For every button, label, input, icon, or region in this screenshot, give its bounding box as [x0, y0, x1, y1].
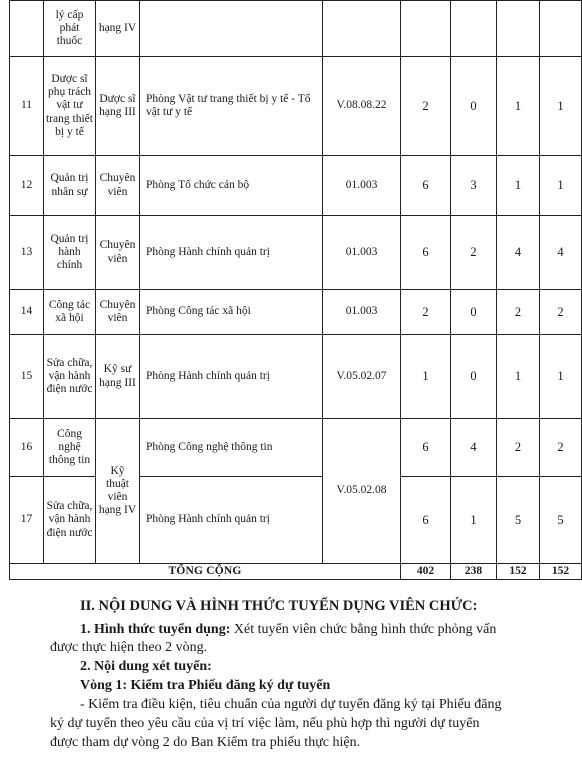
cell-position: Công nghệ thông tin [44, 419, 96, 477]
cell-position: Quản trị hành chính [44, 216, 96, 290]
table-row [10, 419, 582, 477]
cell-n3: 4 [497, 216, 540, 290]
cell-n1: 6 [401, 216, 451, 290]
cell-n3: 1 [497, 156, 540, 216]
cell-position: Sửa chữa, vận hành điện nước [44, 335, 96, 419]
cell-n1 [401, 1, 451, 57]
cell-n3: 2 [497, 419, 540, 477]
cell-code: 01.003 [323, 156, 401, 216]
cell-dept: Phòng Tổ chức cán bộ [140, 156, 323, 216]
cell-grade: Chuyên viên [96, 216, 140, 290]
cell-n1: 6 [401, 156, 451, 216]
recruitment-table [9, 0, 582, 580]
cell-code: V.08.08.22 [323, 57, 401, 156]
cell-position: Quản trị nhân sự [44, 156, 96, 216]
content-label: 2. Nội dung xét tuyển: [80, 659, 212, 674]
cell-n3: 1 [497, 335, 540, 419]
cell-n2: 0 [451, 290, 497, 335]
cell-grade: Kỹ thuật viên hạng IV [96, 419, 140, 564]
cell-n3: 2 [497, 290, 540, 335]
cell-code: V.05.02.07 [323, 335, 401, 419]
cell-position: Công tác xã hội [44, 290, 96, 335]
cell-position: Sửa chữa, vận hành điện nước [44, 477, 96, 564]
table-row [10, 290, 582, 335]
cell-stt [10, 1, 44, 57]
cell-n2: 4 [451, 419, 497, 477]
section-heading: II. NỘI DUNG VÀ HÌNH THỨC TUYỂN DỤNG VIÊN CHỨC: [80, 598, 478, 614]
cell-n4: 1 [540, 156, 582, 216]
cell-n1: 1 [401, 335, 451, 419]
cell-dept: Phòng Hành chính quản trị [140, 216, 323, 290]
cell-n1: 2 [401, 57, 451, 156]
cell-n4: 2 [540, 419, 582, 477]
cell-position: lý cấp phát thuốc [44, 1, 96, 57]
cell-stt: 15 [10, 335, 44, 419]
cell-stt: 13 [10, 216, 44, 290]
cell-n4: 1 [540, 57, 582, 156]
cell-n4: 4 [540, 216, 582, 290]
cell-n2: 0 [451, 335, 497, 419]
cell-code [323, 1, 401, 57]
table-row [10, 57, 582, 156]
total-n1: 402 [401, 564, 451, 580]
cell-stt: 12 [10, 156, 44, 216]
cell-dept: Phòng Vật tư trang thiết bị y tế - Tổ vật tư y tế [140, 57, 323, 156]
table-row [10, 216, 582, 290]
cell-dept: Phòng Công nghệ thông tin [140, 419, 323, 477]
cell-dept: Phòng Hành chính quản trị [140, 335, 323, 419]
cell-grade: hạng IV [96, 1, 140, 57]
table-row [10, 1, 582, 57]
cell-n2: 0 [451, 57, 497, 156]
total-row [10, 564, 582, 580]
cell-stt: 16 [10, 419, 44, 477]
table-row [10, 335, 582, 419]
cell-stt: 14 [10, 290, 44, 335]
table-row [10, 156, 582, 216]
cell-dept: Phòng Công tác xã hội [140, 290, 323, 335]
cell-stt: 11 [10, 57, 44, 156]
cell-dept [140, 1, 323, 57]
cell-grade: Chuyên viên [96, 156, 140, 216]
paragraph-4-line-3: được tham dự vòng 2 do Ban Kiểm tra phiếu thực hiện. [50, 735, 361, 750]
cell-position: Dược sĩ phụ trách vật tư trang thiết bị y tế [44, 57, 96, 156]
recruitment-form-text: Xét tuyển viên chức bằng hình thức phỏng vấn [230, 622, 497, 637]
total-label: TỔNG CỘNG [10, 564, 401, 580]
cell-n4 [540, 1, 582, 57]
cell-n2: 3 [451, 156, 497, 216]
paragraph-4-line-1: - Kiểm tra điều kiện, tiêu chuẩn của người dự tuyển đăng ký tại Phiếu đăng [80, 697, 502, 712]
paragraph-1-line-2: được thực hiện theo 2 vòng. [50, 640, 208, 655]
cell-n4: 5 [540, 477, 582, 564]
cell-n1: 6 [401, 419, 451, 477]
cell-n2: 2 [451, 216, 497, 290]
total-n2: 238 [451, 564, 497, 580]
cell-code: 01.003 [323, 290, 401, 335]
cell-n3: 1 [497, 57, 540, 156]
cell-n1: 6 [401, 477, 451, 564]
cell-n2 [451, 1, 497, 57]
cell-n4: 2 [540, 290, 582, 335]
cell-dept: Phòng Hành chính quản trị [140, 477, 323, 564]
cell-n2: 1 [451, 477, 497, 564]
cell-code: 01.003 [323, 216, 401, 290]
cell-n1: 2 [401, 290, 451, 335]
cell-grade: Dược sĩ hạng III [96, 57, 140, 156]
cell-stt: 17 [10, 477, 44, 564]
cell-code: V.05.02.08 [323, 419, 401, 564]
round-one-title: Vòng 1: Kiểm tra Phiếu đăng ký dự tuyển [80, 678, 331, 693]
table-row [10, 477, 582, 564]
paragraph-4-line-2: ký dự tuyển theo yêu cầu của vị trí việc làm, nếu phù hợp thì người dự tuyển [50, 716, 480, 731]
cell-grade: Kỹ sư hạng III [96, 335, 140, 419]
cell-n4: 1 [540, 335, 582, 419]
cell-n3 [497, 1, 540, 57]
cell-n3: 5 [497, 477, 540, 564]
cell-grade: Chuyên viên [96, 290, 140, 335]
paragraph-1-line-1 [80, 622, 496, 638]
recruitment-form-label: 1. Hình thức tuyển dụng: [80, 622, 231, 637]
total-n3: 152 [497, 564, 540, 580]
total-n4: 152 [540, 564, 582, 580]
